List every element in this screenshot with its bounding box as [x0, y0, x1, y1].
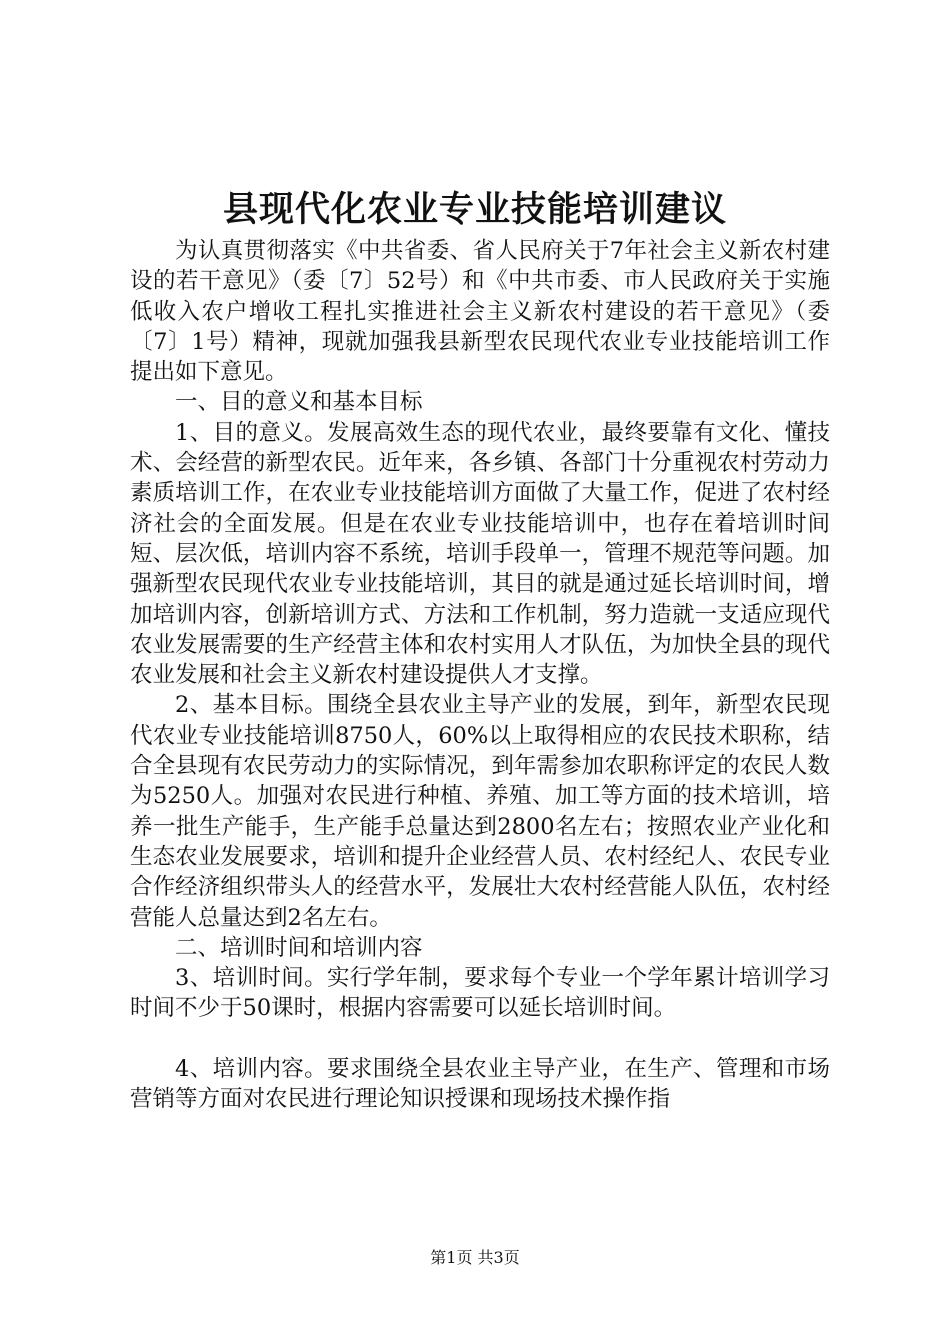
paragraph-intro: 为认真贯彻落实《中共省委、省人民府关于7年社会主义新农村建设的若干意见》（委〔7〕52号）和《中共市委、市人民政府关于实施低收入农户增收工程扎实推进社会主义新农村建设的若干意见》（委〔7〕1号）精神，现就加强我县新型农民现代农业专业技能培训工作提出如下意见。: [130, 238, 830, 386]
document-body: [130, 236, 830, 1114]
document-title: 县现代化农业专业技能培训建议: [222, 189, 727, 230]
page-number: 第1页 共3页: [430, 1248, 520, 1267]
section-heading-2: 二、培训时间和培训内容: [175, 934, 423, 961]
paragraph-training-content: 4、培训内容。要求围绕全县农业主导产业，在生产、管理和市场营销等方面对农民进行理论知识授课和现场技术操作指: [130, 1055, 830, 1113]
section-heading-1: 一、目的意义和基本目标: [175, 389, 423, 416]
paragraph-goals: 2、基本目标。围绕全县农业主导产业的发展，到年，新型农民现代农业专业技能培训8750人，60%以上取得相应的农民技术职称，结合全县现有农民劳动力的实际情况，到年需参加农职称评定的农民人数为5250人。加强对农民进行种植、养殖、加工等方面的技术培训，培养一批生产能手，生产能手总量达到2800名左右；按照农业产业化和生态农业发展要求，培训和提升企业经营人员、农村经纪人、农民专业合作经济组织带头人的经营水平，发展壮大农村经营能人队伍，农村经营能人总量达到2名左右。: [130, 692, 830, 931]
paragraph-purpose: 1、目的意义。发展高效生态的现代农业，最终要靠有文化、懂技术、会经营的新型农民。近年来，各乡镇、各部门十分重视农村劳动力素质培训工作，在农业专业技能培训方面做了大量工作，促进了农村经济社会的全面发展。但是在农业专业技能培训中，也存在着培训时间短、层次低，培训内容不系统，培训手段单一，管理不规范等问题。加强新型农民现代农业专业技能培训，其目的就是通过延长培训时间，增加培训内容，创新培训方式、方法和工作机制，努力造就一支适应现代农业发展需要的生产经营主体和农村实用人才队伍，为加快全县的现代农业发展和社会主义新农村建设提供人才支撑。: [130, 419, 830, 689]
paragraph-training-time: 3、培训时间。实行学年制，要求每个专业一个学年累计培训学习时间不少于50课时，根据内容需要可以延长培训时间。: [130, 965, 830, 1022]
